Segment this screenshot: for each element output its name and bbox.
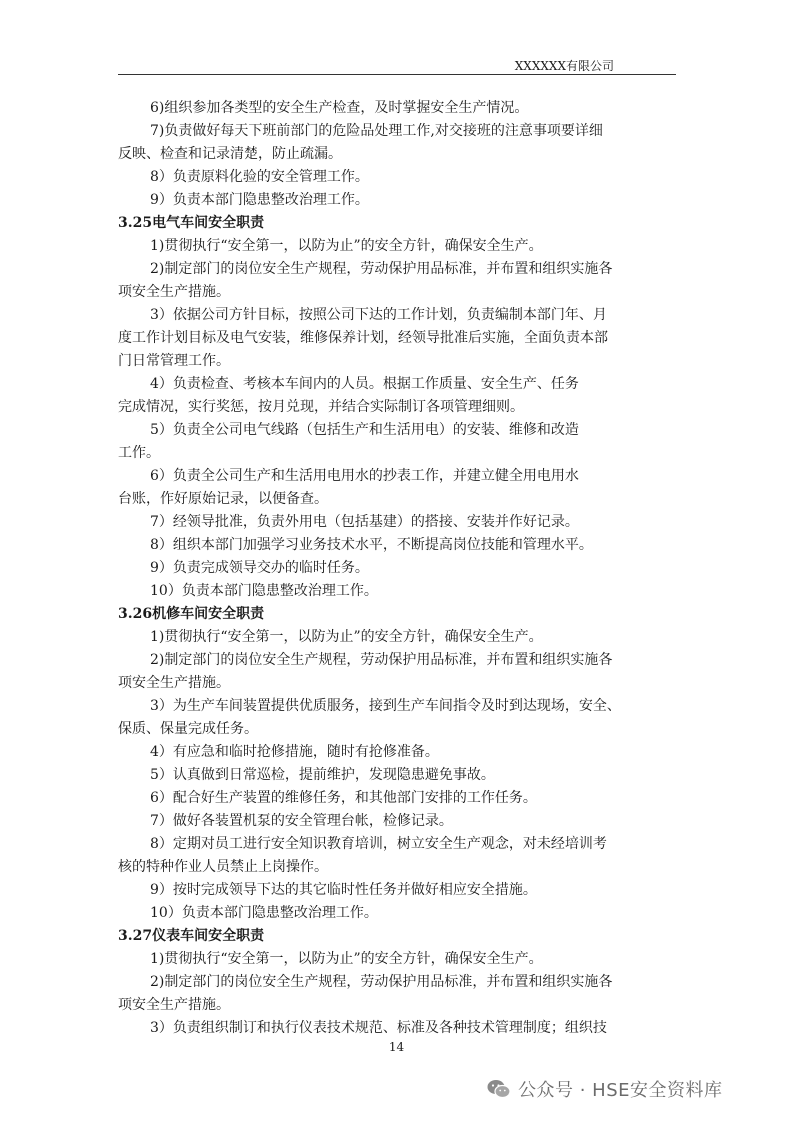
text-line: 10）负责本部门隐患整改治理工作。 [150,583,378,599]
text-line: 6）负责全公司生产和生活用电用水的抄表工作，并建立健全用电用水 [150,468,579,484]
text-line: 8）负责原料化验的安全管理工作。 [150,169,369,185]
section-heading: 3.25电气车间安全职责 [118,215,265,231]
text-line: 1)贯彻执行“安全第一，以防为止”的安全方针，确保安全生产。 [150,629,543,645]
text-line: 项安全生产措施。 [118,675,230,691]
text-line: 项安全生产措施。 [118,997,230,1013]
wechat-icon [486,1076,512,1102]
section-heading: 3.27仪表车间安全职责 [118,928,265,944]
text-line: 8）组织本部门加强学习业务技术水平，不断提高岗位技能和管理水平。 [150,537,593,553]
text-line: 4）有应急和临时抢修措施，随时有抢修准备。 [150,744,439,760]
text-line: 9）负责完成领导交办的临时任务。 [150,560,369,576]
text-line: 项安全生产措施。 [118,284,230,300]
text-line: 5）认真做到日常巡检，提前维护，发现隐患避免事故。 [150,767,495,783]
text-line: 6)组织参加各类型的安全生产检查，及时掌握安全生产情况。 [150,100,529,116]
watermark-text: 公众号 · HSE安全资料库 [518,1080,723,1101]
text-line: 度工作计划目标及电气安装，维修保养计划，经领导批准后实施，全面负责本部 [118,330,608,346]
text-line: 5）负责全公司电气线路（包括生产和生活用电）的安装、维修和改造 [150,422,579,438]
text-line: 1)贯彻执行“安全第一，以防为止”的安全方针，确保安全生产。 [150,951,543,967]
text-line: 2)制定部门的岗位安全生产规程，劳动保护用品标准，并布置和组织实施各 [150,261,613,277]
text-line: 9）负责本部门隐患整改治理工作。 [150,192,369,208]
text-line: 1)贯彻执行“安全第一，以防为止”的安全方针，确保安全生产。 [150,238,543,254]
text-line: 完成情况，实行奖惩，按月兑现，并结合实际制订各项管理细则。 [118,399,524,415]
text-line: 7）经领导批准，负责外用电（包括基建）的搭接、安装并作好记录。 [150,514,579,530]
text-line: 7)负责做好每天下班前部门的危险品处理工作,对交接班的注意事项要详细 [150,123,603,139]
watermark [486,1074,786,1104]
text-line: 6）配合好生产装置的维修任务，和其他部门安排的工作任务。 [150,790,537,806]
section-heading: 3.26机修车间安全职责 [118,606,265,622]
text-line: 门日常管理工作。 [118,353,230,369]
text-line: 4）负责检查、考核本车间内的人员。根据工作质量、安全生产、任务 [150,376,579,392]
text-line: 10）负责本部门隐患整改治理工作。 [150,905,378,921]
text-line: 核的特种作业人员禁止上岗操作。 [118,859,328,875]
text-line: 台账，作好原始记录，以便备查。 [118,491,328,507]
text-line: 7）做好各装置机泵的安全管理台帐，检修记录。 [150,813,453,829]
text-line: 3）依据公司方针目标，按照公司下达的工作计划，负责编制本部门年、月 [150,307,607,323]
text-line: 保质、保量完成任务。 [118,721,258,737]
text-line: 2)制定部门的岗位安全生产规程，劳动保护用品标准，并布置和组织实施各 [150,652,613,668]
text-line: 3）负责组织制订和执行仪表技术规范、标准及各种技术管理制度；组织技 [150,1020,607,1036]
page-header [118,56,676,75]
text-line: 反映、检查和记录清楚，防止疏漏。 [118,146,342,162]
company-name: XXXXXX有限公司 [514,59,614,73]
page-number: 14 [388,1040,405,1054]
text-line: 9）按时完成领导下达的其它临时性任务并做好相应安全措施。 [150,882,537,898]
text-line: 8）定期对员工进行安全知识教育培训，树立安全生产观念，对未经培训考 [150,836,607,852]
text-line: 工作。 [118,445,160,461]
text-line: 3）为生产车间装置提供优质服务，接到生产车间指令及时到达现场，安全、 [150,698,621,714]
document-body [118,97,678,1040]
text-line: 2)制定部门的岗位安全生产规程，劳动保护用品标准，并布置和组织实施各 [150,974,613,990]
